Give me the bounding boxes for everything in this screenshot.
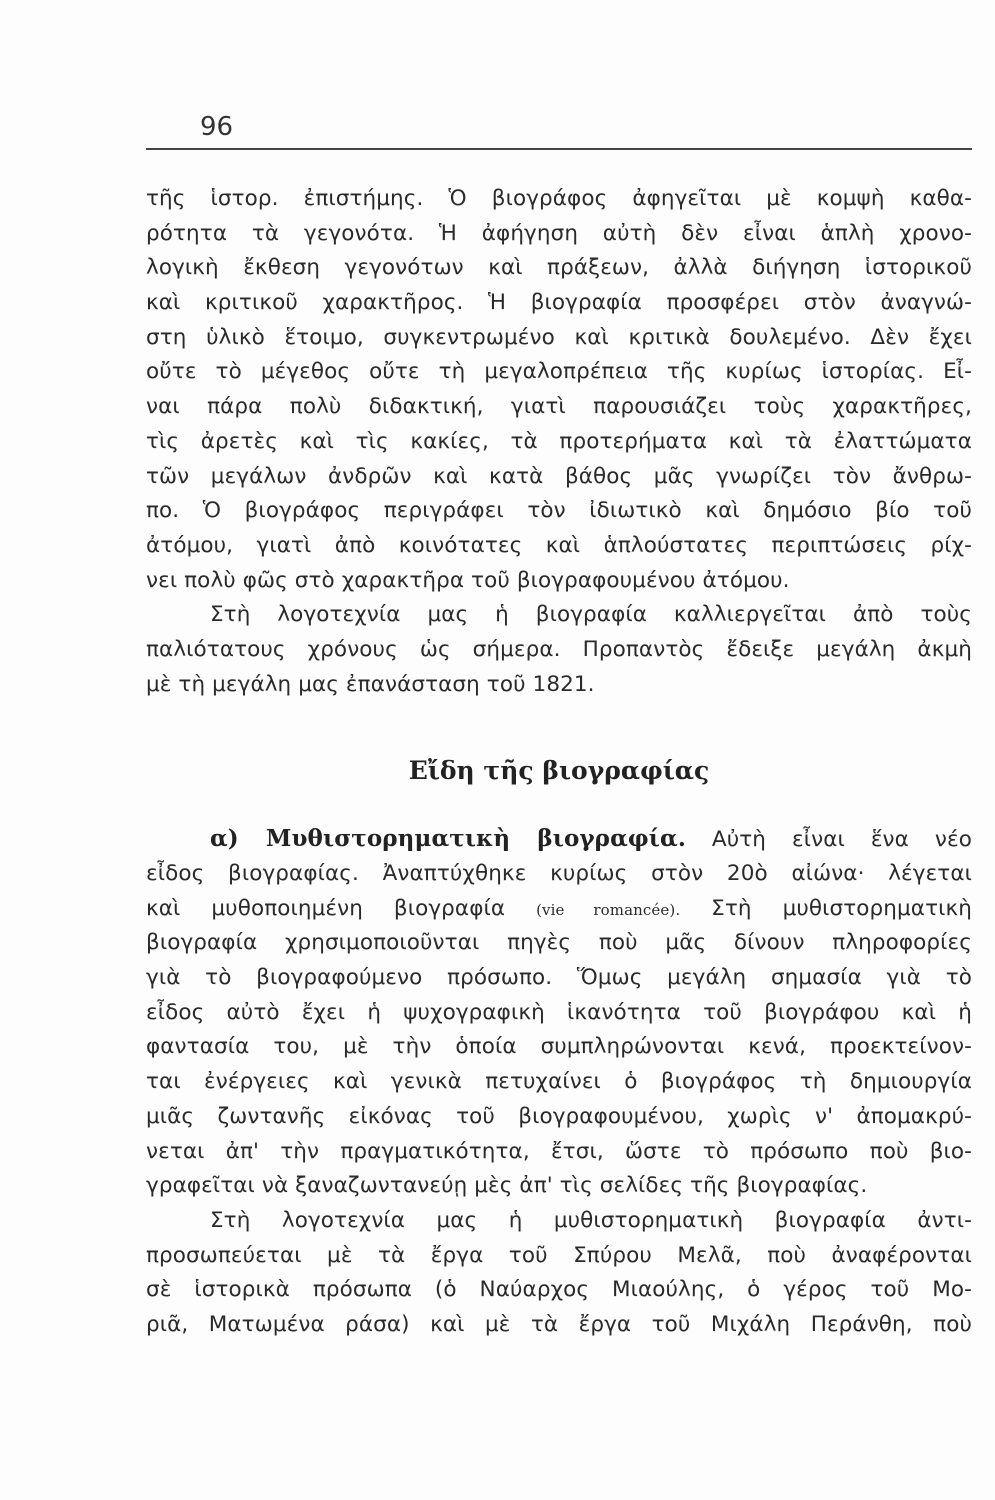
text-line: ρότητα τὰ γεγονότα. Ἡ ἀφήγηση αὐτὴ δὲν εἶναι ἁπλὴ χρονο- bbox=[146, 220, 972, 246]
section-heading: Εἴδη τῆς βιογραφίας bbox=[408, 756, 710, 786]
text-line: γιὰ τὸ βιογραφούμενο πρόσωπο. Ὅμως μεγάλη σημασία γιὰ τὸ bbox=[146, 965, 972, 991]
text-line: νεται ἀπ' τὴν πραγματικότητα, ἔτσι, ὥστε τὸ πρόσωπο ποὺ βιο- bbox=[146, 1138, 972, 1164]
text-line: γραφεῖται νὰ ξαναζωντανεύῃ μὲς ἀπ' τὶς σελίδες τῆς βιογραφίας. bbox=[146, 1173, 868, 1199]
paragraph-4 bbox=[146, 1204, 972, 1343]
text-line: πο. Ὁ βιογράφος περιγράφει τὸν ἰδιωτικὸ καὶ δημόσιο βίο τοῦ bbox=[146, 498, 972, 524]
paragraph-1 bbox=[146, 182, 972, 598]
header-rule bbox=[146, 148, 972, 150]
text-line: μιᾶς ζωντανῆς εἰκόνας τοῦ βιογραφουμένου, χωρὶς ν' ἀπομακρύ- bbox=[146, 1103, 972, 1129]
text-line: ται ἐνέργειες καὶ γενικὰ πετυχαίνει ὁ βιογράφος τὴ δημιουργία bbox=[146, 1069, 972, 1095]
text-line: Στὴ λογοτεχνία μας ἡ βιογραφία καλλιεργεῖται ἀπὸ τοὺς bbox=[210, 602, 972, 628]
text-line: ναι πάρα πολὺ διδακτική, γιατὶ παρουσιάζει τοὺς χαρακτῆρες, bbox=[146, 394, 972, 420]
text-span: Αὐτὴ εἶναι ἕνα νέο bbox=[685, 827, 972, 853]
text-span: Στὴ μυθιστορηματικὴ bbox=[680, 895, 972, 921]
text-line bbox=[146, 822, 972, 857]
text-line: ριᾶ, Ματωμένα ράσα) καὶ μὲ τὰ ἔργα τοῦ Μιχάλη Περάνθη, ποὺ bbox=[146, 1311, 972, 1337]
text-line: παλιότατους χρόνους ὡς σήμερα. Προπαντὸς ἔδειξε μεγάλη ἀκμὴ bbox=[146, 636, 972, 662]
paragraph-section-a bbox=[146, 822, 972, 1204]
text-line: σὲ ἱστορικὰ πρόσωπα (ὁ Ναύαρχος Μιαούλης, ὁ γέρος τοῦ Μο- bbox=[146, 1277, 972, 1303]
text-line: τῆς ἱστορ. ἐπιστήμης. Ὁ βιογράφος ἀφηγεῖται μὲ κομψὴ καθα- bbox=[146, 186, 972, 211]
text-line: μὲ τὴ μεγάλη μας ἐπανάσταση τοῦ 1821. bbox=[146, 671, 595, 697]
text-line: προσωπεύεται μὲ τὰ ἔργα τοῦ Σπύρου Μελᾶ, ποὺ ἀναφέρονται bbox=[146, 1242, 972, 1268]
text-line: νει πολὺ φῶς στὸ χαρακτῆρα τοῦ βιογραφουμένου ἀτόμου. bbox=[146, 567, 790, 593]
french-term: (vie romancée). bbox=[536, 900, 681, 919]
text-line: καὶ κριτικοῦ χαρακτῆρος. Ἡ βιογραφία προσφέρει στὸν ἀναγνώ- bbox=[146, 290, 972, 316]
text-line: Στὴ λογοτεχνία μας ἡ μυθιστορηματικὴ βιογραφία ἀντι- bbox=[210, 1207, 972, 1233]
text-line bbox=[146, 892, 972, 927]
paragraph-2 bbox=[146, 598, 972, 702]
text-line: βιογραφία χρησιμοποιοῦνται πηγὲς ποὺ μᾶς δίνουν πληροφορίες bbox=[146, 930, 972, 956]
text-span: καὶ μυθοποιημένη βιογραφία bbox=[146, 895, 537, 921]
text-line: λογικὴ ἔκθεση γεγονότων καὶ πράξεων, ἀλλὰ διήγηση ἱστορικοῦ bbox=[146, 255, 972, 281]
text-line: οὔτε τὸ μέγεθος οὔτε τὴ μεγαλοπρέπεια τῆς κυρίως ἱστορίας. Εἶ- bbox=[146, 359, 972, 385]
body-text bbox=[146, 182, 972, 1343]
text-line: φαντασία του, μὲ τὴν ὁποία συμπληρώνονται κενά, προεκτείνον- bbox=[146, 1034, 972, 1060]
text-line: εἶδος βιογραφίας. Ἀναπτύχθηκε κυρίως στὸν 20ὸ αἰώνα· λέγεται bbox=[146, 861, 972, 886]
text-line: τὶς ἀρετὲς καὶ τὶς κακίες, τὰ προτερήματα καὶ τὰ ἐλαττώματα bbox=[146, 428, 972, 454]
text-line: εἶδος αὐτὸ ἔχει ἡ ψυχογραφικὴ ἱκανότητα τοῦ βιογράφου καὶ ἡ bbox=[146, 999, 972, 1025]
page-number: 96 bbox=[200, 112, 234, 142]
text-line: στη ὑλικὸ ἕτοιμο, συγκεντρωμένο καὶ κριτικὰ δουλεμένο. Δὲν ἔχει bbox=[146, 324, 972, 350]
text-line: ἀτόμου, γιατὶ ἀπὸ κοινότατες καὶ ἁπλούστατες περιπτώσεις ρίχ- bbox=[146, 532, 972, 558]
text-line: τῶν μεγάλων ἀνδρῶν καὶ κατὰ βάθος μᾶς γνωρίζει τὸν ἄνθρω- bbox=[146, 463, 972, 489]
subsection-title: α) Μυθιστορηματικὴ βιογραφία. bbox=[210, 825, 686, 853]
